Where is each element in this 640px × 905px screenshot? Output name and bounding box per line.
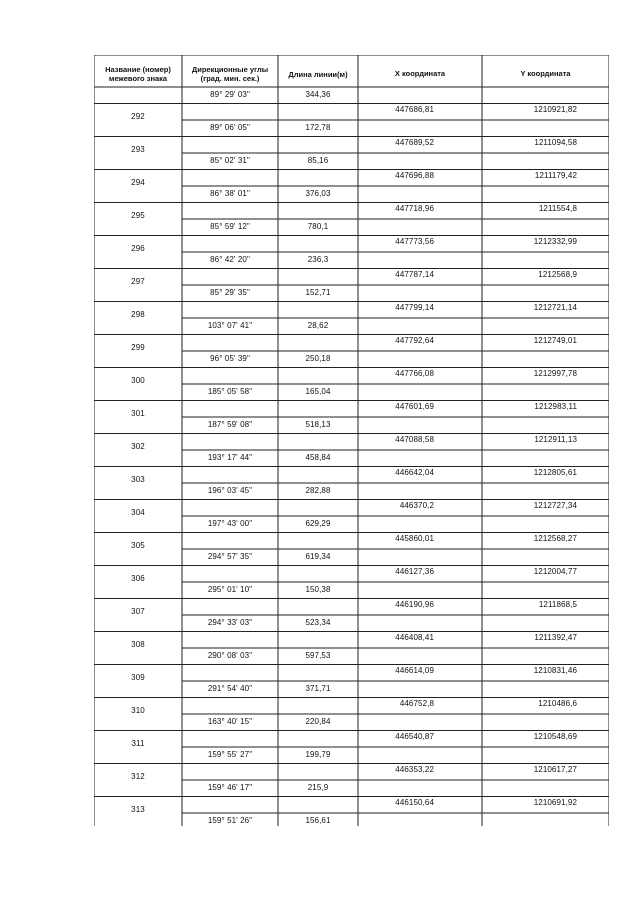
segment-length: 597,53: [305, 651, 331, 660]
segment-angle: 85° 59' 12": [210, 222, 250, 231]
segment-length: 85,16: [307, 156, 329, 165]
point-y: 1210691,92: [533, 797, 577, 807]
point-name: 302: [131, 441, 145, 451]
segment-angle: 187° 59' 08": [207, 420, 253, 429]
point-x: 446614,09: [395, 665, 434, 675]
header-length: Длина линии(м): [288, 70, 348, 79]
point-name: 312: [131, 771, 145, 781]
segment-length: 28,62: [307, 321, 329, 330]
coordinates-table: [94, 55, 609, 826]
point-x: 446127,36: [395, 566, 434, 576]
point-y: 1212911,13: [534, 434, 577, 444]
point-name: 300: [131, 375, 145, 385]
point-y: 1212727,34: [533, 500, 577, 510]
point-x: 447766,08: [395, 368, 434, 378]
point-name: 293: [131, 144, 145, 154]
segment-angle: 295° 01' 10": [207, 585, 253, 594]
point-x: 446190,96: [395, 599, 434, 609]
point-name: 301: [131, 408, 145, 418]
point-y: 1210831,46: [533, 665, 577, 675]
point-x: 446408,41: [395, 632, 434, 642]
segment-angle: 196° 03' 45": [207, 486, 253, 495]
segment-length: 344,36: [305, 90, 331, 99]
point-y: 1212004,77: [533, 566, 577, 576]
point-y: 1212749,01: [533, 335, 577, 345]
segment-length: 152,71: [305, 288, 331, 297]
point-x: 446642,04: [395, 467, 434, 477]
point-y: 1212997,78: [533, 368, 577, 378]
point-name: 308: [131, 639, 145, 649]
point-y: 1212721,14: [533, 302, 577, 312]
segment-length: 250,18: [305, 354, 331, 363]
header-angle-line2: (град. мин. сек.): [200, 74, 260, 83]
segment-length: 458,84: [305, 453, 331, 462]
point-x: 447696,88: [395, 170, 434, 180]
point-x: 447601,69: [395, 401, 434, 411]
point-y: 1210548,69: [533, 731, 577, 741]
segment-angle: 103° 07' 41": [207, 321, 253, 330]
point-y: 1210486,6: [538, 698, 577, 708]
header-name-line2: межевого знака: [108, 74, 168, 83]
point-x: 447686,81: [395, 104, 434, 114]
segment-angle: 291° 54' 40": [207, 684, 253, 693]
segment-length: 619,34: [305, 552, 331, 561]
segment-angle: 86° 42' 20": [210, 255, 250, 264]
point-name: 311: [131, 738, 145, 748]
segment-angle: 290° 08' 03": [207, 651, 253, 660]
point-x: 446370,2: [399, 500, 434, 510]
segment-angle: 294° 57' 35": [207, 552, 253, 561]
point-name: 304: [131, 507, 145, 517]
segment-length: 282,88: [305, 486, 331, 495]
segment-length: 518,13: [305, 420, 331, 429]
segment-length: 150,38: [305, 585, 331, 594]
point-name: 305: [131, 540, 145, 550]
point-x: 446540,87: [395, 731, 434, 741]
header-y: Y координата: [520, 69, 571, 78]
point-y: 1211094,58: [534, 137, 577, 147]
point-y: 1212332,99: [533, 236, 577, 246]
segment-angle: 185° 05' 58": [207, 387, 253, 396]
point-y: 1211868,5: [538, 599, 577, 609]
header-angle-line1: Дирекционные углы: [191, 65, 269, 74]
point-name: 307: [131, 606, 145, 616]
segment-angle: 89° 06' 05": [210, 123, 250, 132]
point-x: 447689,52: [395, 137, 434, 147]
point-x: 446150,64: [395, 797, 434, 807]
point-y: 1211392,47: [534, 632, 577, 642]
point-x: 447773,56: [395, 236, 434, 246]
point-x: 447787,14: [395, 269, 434, 279]
segment-length: 371,71: [305, 684, 331, 693]
point-y: 1212805,61: [533, 467, 577, 477]
point-x: 445860,01: [395, 533, 434, 543]
point-x: 446752,8: [399, 698, 434, 708]
segment-angle: 159° 51' 26": [207, 816, 253, 825]
segment-angle: 86° 38' 01": [210, 189, 250, 198]
point-y: 1212983,11: [534, 401, 577, 411]
point-y: 1211179,42: [534, 170, 577, 180]
point-y: 1210921,82: [533, 104, 577, 114]
point-x: 447718,96: [395, 203, 434, 213]
point-name: 295: [131, 210, 145, 220]
point-y: 1211554,8: [538, 203, 577, 213]
segment-angle: 193° 17' 44": [207, 453, 253, 462]
segment-angle: 294° 33' 03": [207, 618, 253, 627]
segment-length: 220,84: [305, 717, 331, 726]
segment-length: 156,61: [305, 816, 331, 825]
point-x: 446353,22: [395, 764, 434, 774]
point-x: 447799,14: [395, 302, 434, 312]
point-x: 447088,58: [395, 434, 434, 444]
segment-length: 172,78: [305, 123, 331, 132]
segment-length: 629,29: [305, 519, 331, 528]
segment-length: 376,03: [305, 189, 331, 198]
point-name: 303: [131, 474, 145, 484]
point-name: 294: [131, 177, 145, 187]
point-y: 1212568,27: [533, 533, 577, 543]
segment-length: 780,1: [307, 222, 329, 231]
segment-length: 215,9: [307, 783, 329, 792]
segment-angle: 96° 05' 39": [210, 354, 250, 363]
segment-length: 236,3: [307, 255, 329, 264]
header-x: X координата: [394, 69, 446, 78]
segment-angle: 163° 40' 15": [207, 717, 253, 726]
point-x: 447792,64: [395, 335, 434, 345]
point-name: 310: [131, 705, 145, 715]
point-name: 306: [131, 573, 145, 583]
header-angle: [182, 65, 278, 83]
point-name: 309: [131, 672, 145, 682]
point-name: 313: [131, 804, 145, 814]
point-name: 297: [131, 276, 145, 286]
header-name: [94, 65, 182, 83]
segment-length: 523,34: [305, 618, 331, 627]
point-y: 1212568,9: [538, 269, 577, 279]
point-name: 298: [131, 309, 145, 319]
segment-angle: 159° 55' 27": [207, 750, 253, 759]
segment-angle: 89° 29' 03": [210, 90, 250, 99]
point-name: 299: [131, 342, 145, 352]
segment-angle: 85° 29' 35": [210, 288, 250, 297]
header-name-line1: Название (номер): [105, 65, 171, 74]
segment-angle: 197° 43' 00": [207, 519, 253, 528]
point-y: 1210617,27: [533, 764, 577, 774]
point-name: 292: [131, 111, 145, 121]
segment-angle: 85° 02' 31": [210, 156, 250, 165]
point-name: 296: [131, 243, 145, 253]
segment-length: 199,79: [305, 750, 331, 759]
segment-length: 165,04: [305, 387, 331, 396]
segment-angle: 159° 46' 17": [207, 783, 253, 792]
